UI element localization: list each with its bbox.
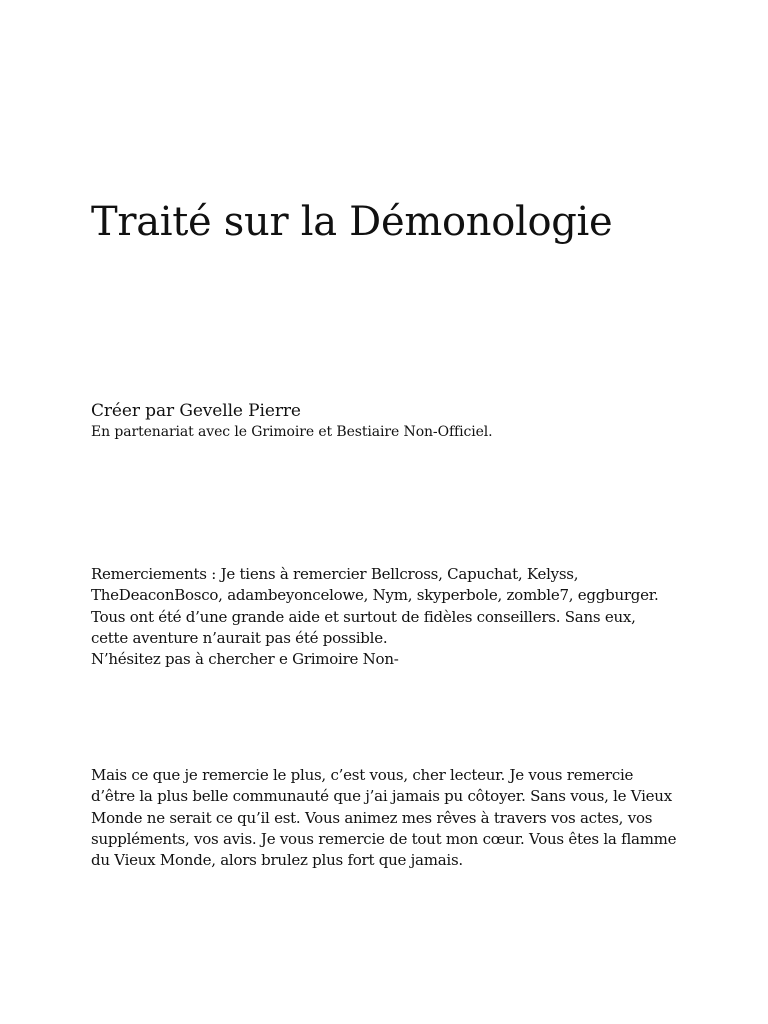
acknowledgements-section bbox=[91, 564, 671, 670]
document-title: Traité sur la Démonologie bbox=[91, 199, 613, 245]
author-block bbox=[91, 400, 711, 442]
author-line: Créer par Gevelle Pierre bbox=[91, 401, 301, 421]
advisors-paragraph: Tous ont été d’une grande aide et surtout de fidèles conseillers. Sans eux, cette aventure n’aurait pas été possible. bbox=[91, 607, 636, 647]
search-invitation-paragraph: N’hésitez pas à chercher e Grimoire Non- bbox=[91, 650, 399, 669]
acknowledgements-paragraph: Remerciements : Je tiens à remercier Bellcross, Capuchat, Kelyss, TheDeaconBosco, adambeyoncelowe, Nym, skyperbole, zomble7, eggburger. bbox=[91, 565, 659, 605]
partnership-line: En partenariat avec le Grimoire et Bestiaire Non-Officiel. bbox=[91, 424, 493, 440]
reader-thanks-section bbox=[91, 765, 681, 871]
reader-thanks-paragraph: Mais ce que je remercie le plus, c’est vous, cher lecteur. Je vous remercie d’être la plus belle communauté que j’ai jamais pu côtoyer. Sans vous, le Vieux Monde ne serait ce qu’il est. Vous animez mes rêves à travers vos actes, vos suppléments, vos avis. Je vous remercie de tout mon cœur. Vous êtes la flamme du Vieux Monde, alors brulez plus fort que jamais. bbox=[91, 766, 677, 870]
